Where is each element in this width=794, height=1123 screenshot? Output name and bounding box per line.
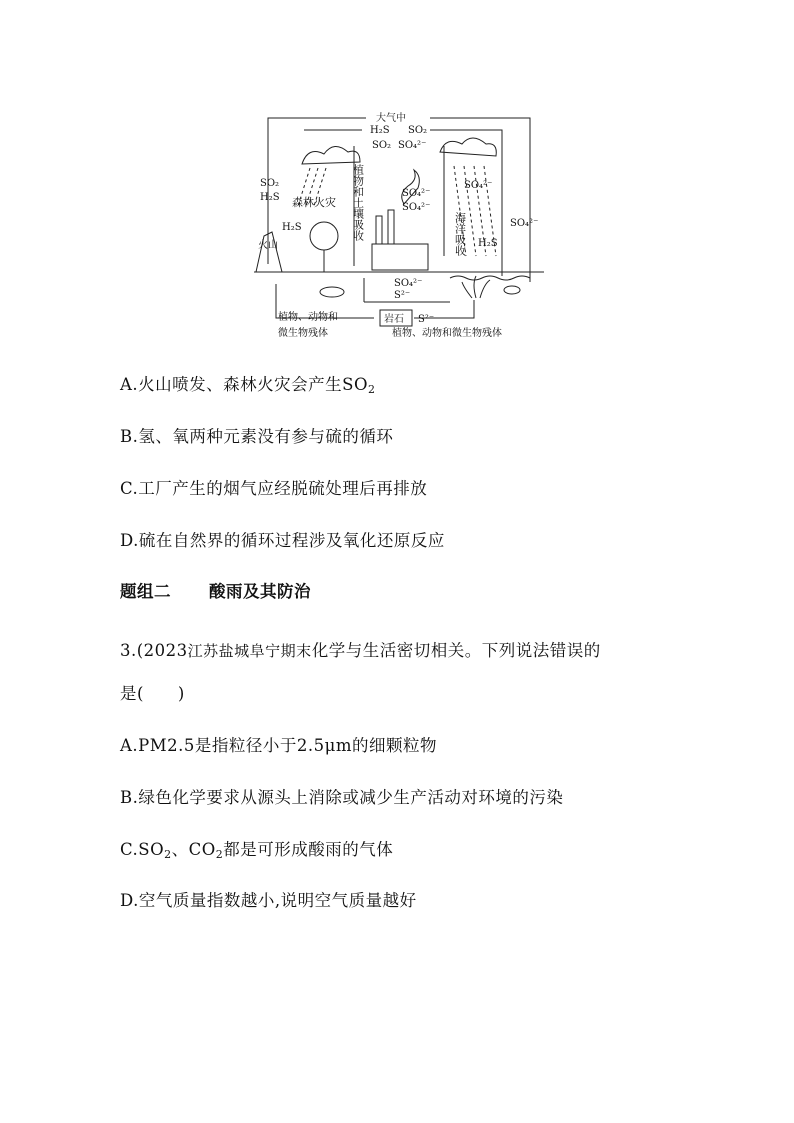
q2-option-d: D.硫在自然界的循环过程涉及氧化还原反应 — [120, 531, 445, 550]
label-so4-factory-2: SO₄²⁻ — [402, 202, 431, 213]
label-so4-ground: SO₄²⁻ — [394, 278, 423, 289]
label-plant-soil-absorb: 植物和土壤吸收 — [351, 164, 365, 241]
section-heading — [120, 578, 311, 602]
label-remains-left-2: 微生物残体 — [278, 328, 328, 339]
label-h2s-ocean: H₂S — [478, 238, 498, 249]
q2-option-a: A.火山喷发、森林火灾会产生$SO_2$ — [120, 375, 376, 396]
label-rock: 岩石 — [384, 314, 404, 325]
q3-option-b: B.绿色化学要求从源头上消除或减少生产活动对环境的污染 — [120, 788, 564, 807]
q2-option-c: C.工厂产生的烟气应经脱硫处理后再排放 — [120, 479, 428, 498]
section-subtitle: 酸雨及其防治 — [209, 582, 311, 601]
label-so2-left: SO₂ — [260, 178, 280, 189]
q3-option-d: D.空气质量指数越小,说明空气质量越好 — [120, 891, 417, 910]
q2-option-b: B.氢、氧两种元素没有参与硫的循环 — [120, 427, 394, 446]
q3-stem: 3.(2023江苏盐城阜宁期末化学与生活密切相关。下列说法错误的 — [120, 641, 601, 660]
label-so2-top: SO₂ — [408, 125, 428, 136]
label-so4-ocean: SO₄²⁻ — [464, 180, 493, 191]
label-so4-right: SO₄²⁻ — [510, 218, 539, 229]
label-s2-ground: S²⁻ — [394, 290, 411, 301]
q3-source: 江苏盐城阜宁期末 — [187, 642, 312, 660]
q3-stem-line2: 是( ) — [120, 684, 185, 703]
label-h2s-left: H₂S — [260, 192, 280, 203]
q3-option-a: A.PM2.5是指粒径小于2.5μm的细颗粒物 — [120, 736, 438, 755]
label-so4-mid: SO₄²⁻ — [398, 140, 427, 151]
label-h2s-inner: H₂S — [282, 222, 302, 233]
label-so4-factory-1: SO₄²⁻ — [402, 188, 431, 199]
label-h2s-top: H₂S — [370, 125, 390, 136]
label-so2-mid: SO₂ — [372, 140, 392, 151]
label-ocean-absorb: 海洋吸收 — [453, 212, 467, 256]
label-remains-right: 植物、动物和微生物残体 — [392, 328, 502, 339]
q3-option-c: $C.SO_2$、$CO_2$都是可形成酸雨的气体 — [120, 840, 394, 861]
label-remains-left-1: 植物、动物和 — [278, 312, 338, 323]
section-title: 题组二 — [120, 582, 171, 601]
label-atmosphere: 大气中 — [376, 113, 406, 124]
sulfur-cycle-diagram — [254, 106, 544, 344]
label-forest-fire: 森林火灾 — [292, 196, 336, 209]
label-s2-rock: S²⁻ — [418, 314, 435, 325]
label-volcano: 火山 — [258, 240, 278, 251]
